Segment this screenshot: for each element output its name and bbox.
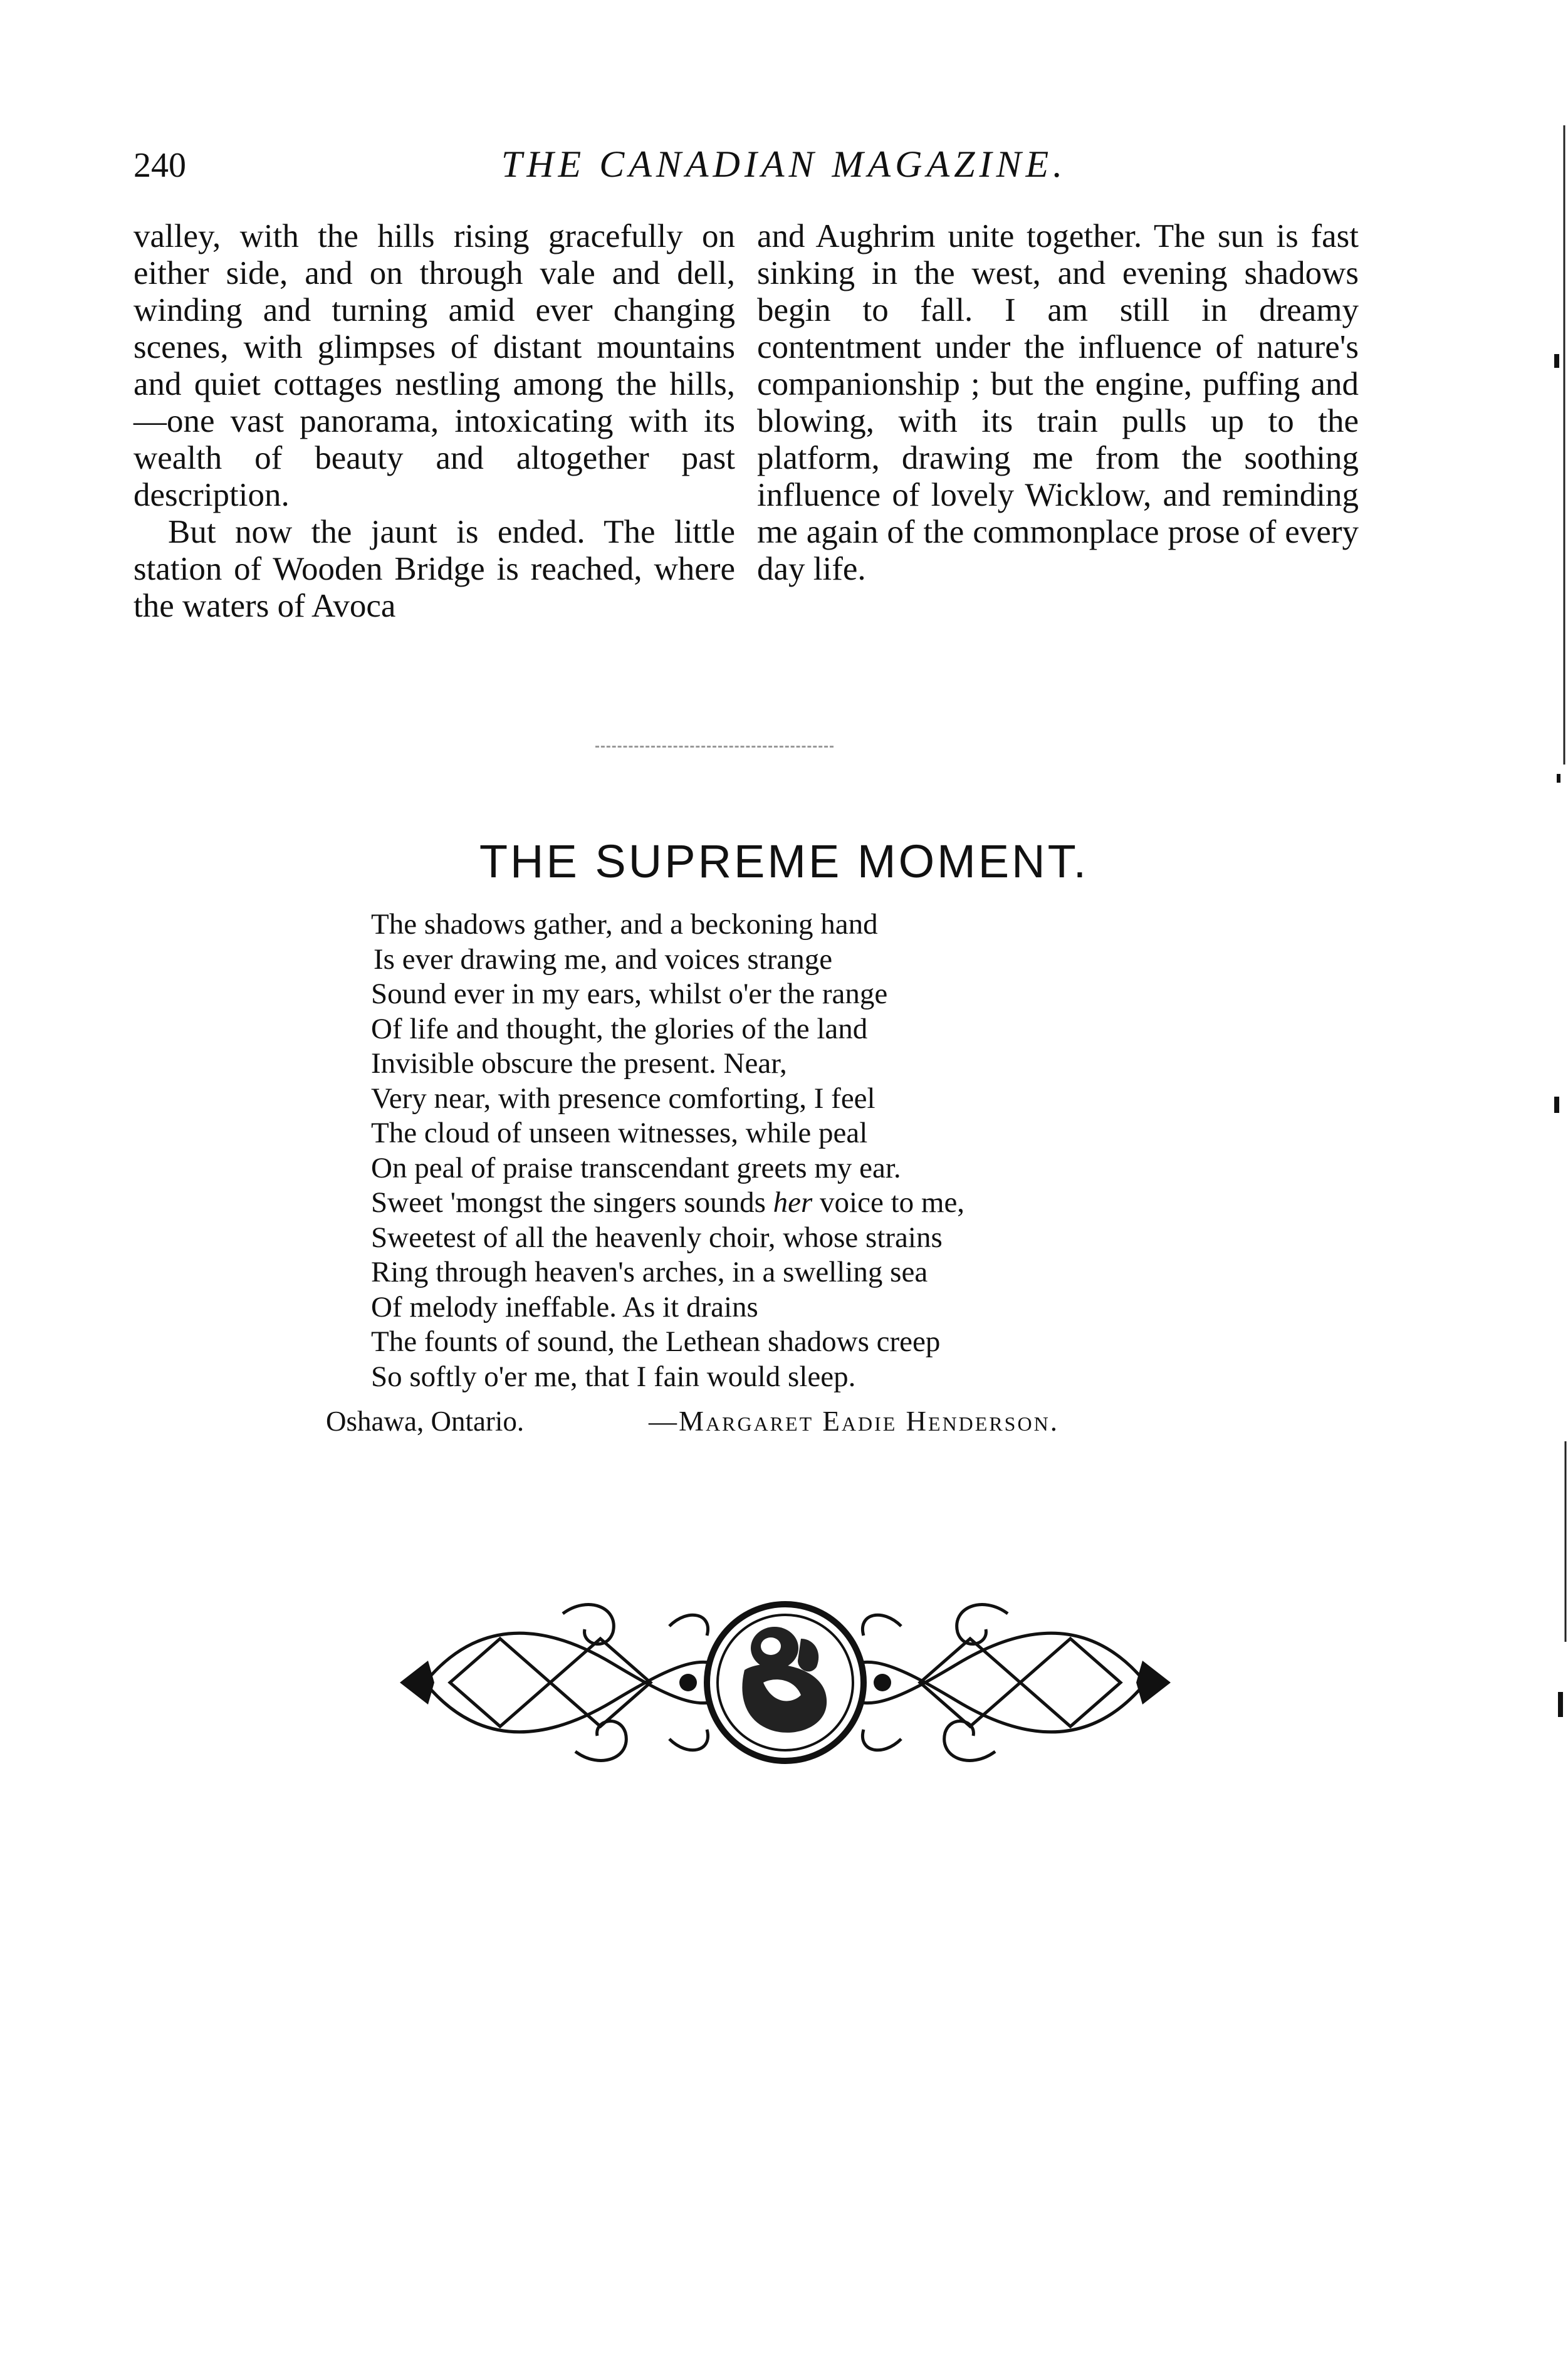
running-head: THE CANADIAN MAGAZINE.	[501, 144, 1067, 185]
poem-place: Oshawa, Ontario.	[326, 1406, 525, 1437]
poem-line: Ring through heaven's arches, in a swelling sea	[371, 1256, 928, 1288]
poem-line: Sound ever in my ears, whilst o'er the range	[371, 978, 888, 1010]
poem-line-start: Sweet 'mongst the singers sounds	[371, 1186, 766, 1219]
poem-emphasis: her	[773, 1186, 813, 1219]
poem-line: Of life and thought, the glories of the land	[371, 1012, 868, 1045]
article-paragraph: valley, with the hills rising gracefully on either side, and on through vale and dell, winding and turning amid ever changing scenes, with glimpses of distant mountains and quiet cottages nestling among the hills,—one vast panorama, intoxicating with its wealth of beauty and altogether past description.	[133, 218, 735, 513]
article-left-column	[133, 218, 735, 625]
poem-line: Very near, with presence comforting, I feel	[371, 1082, 875, 1115]
poem-line: The founts of sound, the Lethean shadows creep	[371, 1325, 941, 1358]
page-number: 240	[133, 146, 186, 185]
article-paragraph: But now the jaunt is ended. The little station of Wooden Bridge is reached, where the waters of Avoca	[133, 514, 735, 624]
poem-title: THE SUPREME MOMENT.	[479, 835, 1089, 887]
poem-line	[371, 1186, 1186, 1221]
article-paragraph: and Aughrim unite together. The sun is fast sinking in the west, and evening shadows begin to fall. I am still in dreamy contentment under the influence of nature's companionship ; but the engine, puffing and blowing, with its train pulls up to the platform, drawing me from the soothing influence of lovely Wicklow, and reminding me again of the commonplace prose of every day life.	[757, 218, 1359, 587]
section-divider	[595, 746, 834, 749]
poem-line: On peal of praise transcendant greets my ear.	[371, 1151, 901, 1184]
poem-line: Is ever drawing me, and voices strange	[374, 942, 833, 976]
poem-body	[371, 907, 1186, 1394]
poem-author: —Margaret Eadie Henderson.	[649, 1406, 1059, 1437]
article-right-column	[757, 218, 1359, 588]
margin-scan-marks	[1549, 0, 1568, 2375]
decorative-ornament	[387, 1589, 1183, 1777]
poem-line-end: voice to me,	[820, 1186, 965, 1219]
poem-line: The shadows gather, and a beckoning hand	[371, 908, 878, 941]
poem-line: Of melody ineffable. As it drains	[371, 1290, 758, 1323]
poem-line: Sweetest of all the heavenly choir, whose strains	[371, 1221, 943, 1254]
poem-line: So softly o'er me, that I fain would sleep.	[371, 1360, 856, 1393]
poem-line: The cloud of unseen witnesses, while peal	[371, 1117, 868, 1149]
poem-line: Invisible obscure the present. Near,	[371, 1047, 787, 1080]
